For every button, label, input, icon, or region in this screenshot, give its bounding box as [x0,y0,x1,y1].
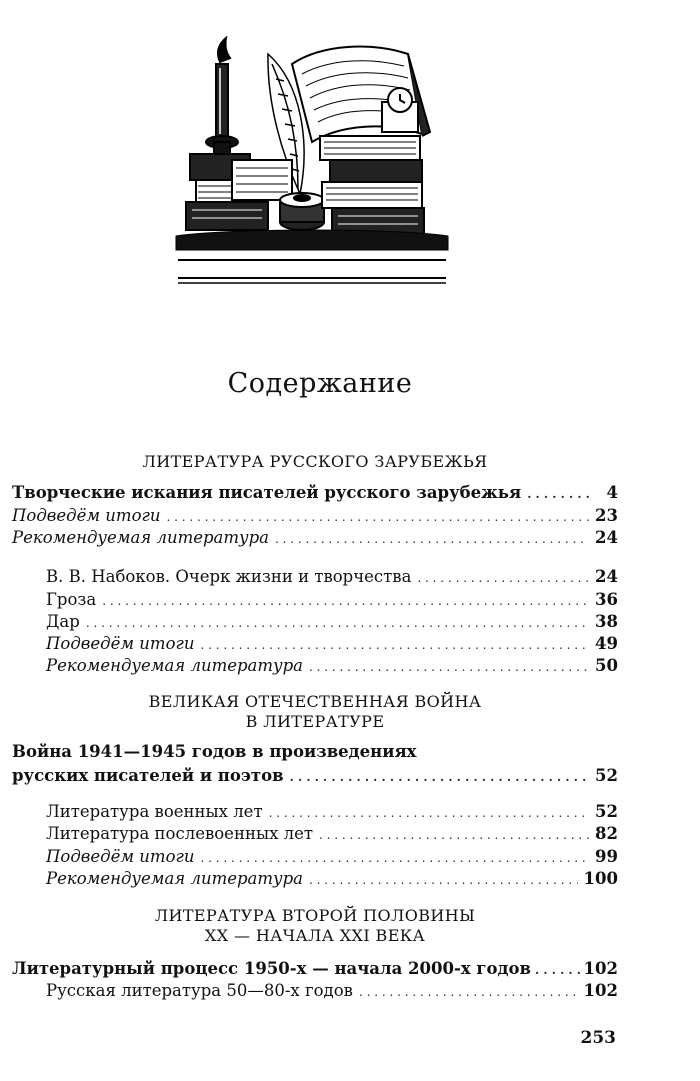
page-number: 253 [580,1028,616,1048]
section-heading: В ЛИТЕРАТУРЕ [245,712,385,731]
entry-page: 23 [595,506,618,525]
toc-entry [12,482,618,504]
toc-entry [46,980,618,1002]
section-heading: ЛИТЕРАТУРА РУССКОГО ЗАРУБЕЖЬЯ [142,452,488,471]
toc-entry [46,566,618,588]
books-illustration [172,24,452,294]
entry-page: 24 [595,567,618,586]
dot-leader [309,656,589,678]
left-book-stack [186,154,292,230]
entry-page: 102 [583,959,618,978]
entry-title: Рекомендуемая литература [46,656,304,675]
table-icon [176,230,448,283]
dot-leader [417,567,589,589]
toc-entry [12,527,618,549]
entry-page: 100 [583,869,618,888]
section-heading: ЛИТЕРАТУРА ВТОРОЙ ПОЛОВИНЫ [154,906,476,925]
section-heading: ВЕЛИКАЯ ОТЕЧЕСТВЕННАЯ ВОЙНА [148,692,482,711]
entry-page: 99 [595,847,618,866]
dot-leader [102,590,589,612]
dot-leader [290,766,589,788]
toc-entry [46,611,618,633]
entry-page: 82 [595,824,618,843]
entry-title-line: Война 1941—1945 годов в произведениях [12,742,417,761]
dot-leader [535,959,580,981]
entry-title: Подведём итоги [12,506,161,525]
dot-leader [86,612,589,634]
toc-entry [46,846,618,868]
entry-title: Литературный процесс 1950-х — начала 2000-х годов [12,959,531,978]
dot-leader [166,506,589,528]
entry-title: Рекомендуемая литература [12,528,270,547]
inkwell-icon [280,193,324,230]
entry-title: Творческие искания писателей русского зарубежья [12,483,522,502]
toc-entry [46,823,618,845]
dot-leader [200,847,589,869]
right-book-stack [320,136,424,238]
dot-leader [319,824,589,846]
dot-leader [309,869,578,891]
entry-title: Подведём итоги [46,634,195,653]
toc-entry [46,655,618,677]
entry-page: 38 [595,612,618,631]
toc-entry [46,589,618,611]
page-title: Содержание [227,368,413,399]
toc-entry [46,801,618,823]
toc-entry [12,958,618,980]
entry-title: Русская литература 50—80-х годов [46,981,353,1000]
entry-title: русских писателей и поэтов [12,766,284,785]
dot-leader [269,802,589,824]
entry-title: В. В. Набоков. Очерк жизни и творчества [46,567,412,586]
toc-entry [12,765,618,787]
entry-page: 49 [595,634,618,653]
entry-title: Литература военных лет [46,802,263,821]
section-heading: XX — НАЧАЛА XXI ВЕКА [204,926,426,945]
dot-leader [200,634,589,656]
entry-page: 52 [595,802,618,821]
toc-entry [46,868,618,890]
entry-page: 36 [595,590,618,609]
entry-title: Рекомендуемая литература [46,869,304,888]
toc-entry [46,633,618,655]
entry-title: Дар [46,612,80,631]
entry-page: 52 [595,766,618,785]
toc-entry [12,505,618,527]
dot-leader [359,981,578,1003]
entry-title: Подведём итоги [46,847,195,866]
entry-page: 50 [595,656,618,675]
dot-leader [275,528,589,550]
entry-title: Гроза [46,590,97,609]
candle-icon [206,38,238,156]
entry-page: 102 [583,981,618,1000]
entry-page: 4 [606,483,618,502]
entry-page: 24 [595,528,618,547]
dot-leader [527,483,590,505]
entry-title: Литература послевоенных лет [46,824,313,843]
